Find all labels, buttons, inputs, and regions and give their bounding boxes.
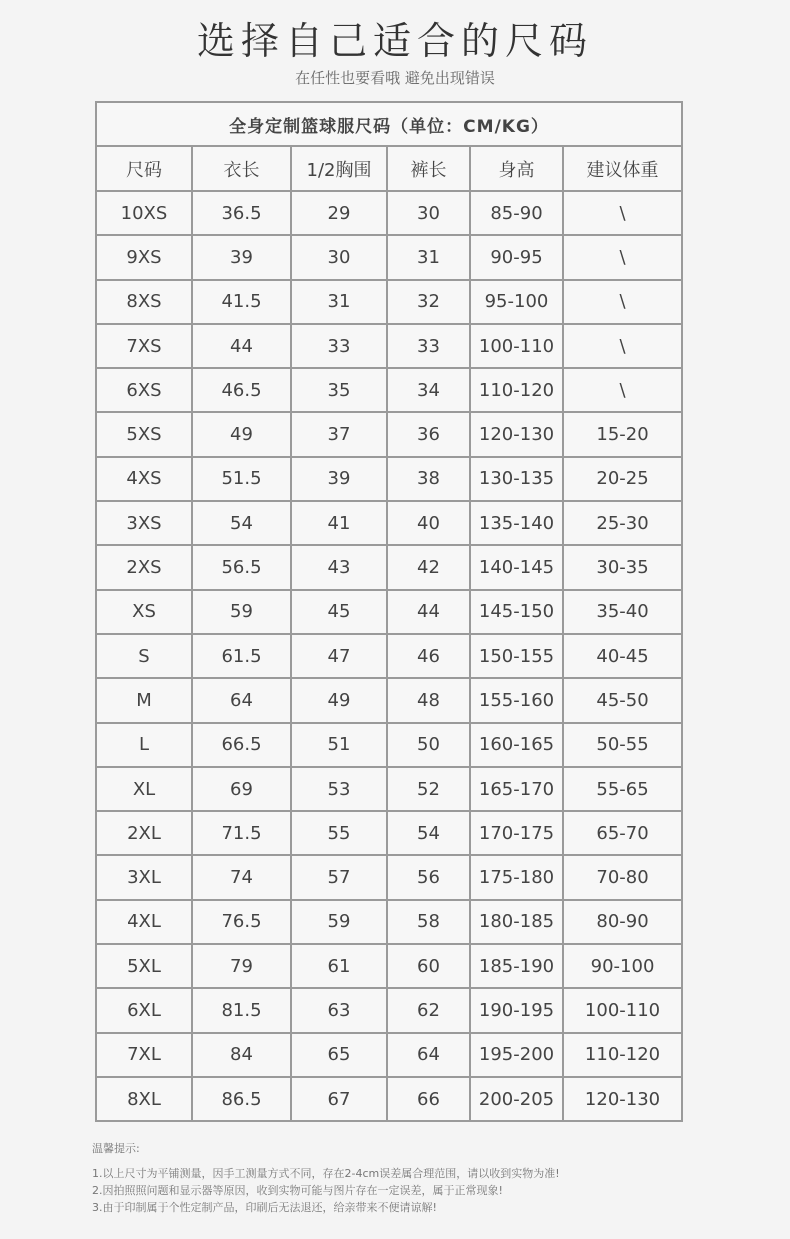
cell-height: 180-185	[470, 900, 563, 944]
cell-height: 165-170	[470, 767, 563, 811]
cell-length: 41.5	[192, 280, 291, 324]
table-row	[96, 811, 682, 855]
cell-pants-length: 34	[387, 368, 470, 412]
cell-length: 61.5	[192, 634, 291, 678]
table-row	[96, 457, 682, 501]
cell-half-chest: 29	[291, 191, 387, 235]
page-subtitle: 在任性也要看哦 避免出现错误	[295, 69, 495, 87]
cell-size: 4XS	[96, 457, 192, 501]
cell-pants-length: 52	[387, 767, 470, 811]
table-row	[96, 988, 682, 1032]
cell-pants-length: 36	[387, 412, 470, 456]
cell-height: 130-135	[470, 457, 563, 501]
cell-length: 84	[192, 1033, 291, 1077]
cell-weight: 90-100	[563, 944, 682, 988]
cell-size: 4XL	[96, 900, 192, 944]
cell-half-chest: 31	[291, 280, 387, 324]
cell-pants-length: 40	[387, 501, 470, 545]
cell-pants-length: 33	[387, 324, 470, 368]
cell-size: 3XS	[96, 501, 192, 545]
cell-pants-length: 48	[387, 678, 470, 722]
cell-half-chest: 57	[291, 855, 387, 899]
cell-height: 170-175	[470, 811, 563, 855]
table-row	[96, 412, 682, 456]
table-row	[96, 855, 682, 899]
cell-pants-length: 30	[387, 191, 470, 235]
cell-half-chest: 45	[291, 590, 387, 634]
cell-weight: 40-45	[563, 634, 682, 678]
cell-half-chest: 39	[291, 457, 387, 501]
cell-pants-length: 38	[387, 457, 470, 501]
cell-length: 36.5	[192, 191, 291, 235]
cell-weight: \	[563, 280, 682, 324]
cell-size: 8XL	[96, 1077, 192, 1121]
cell-pants-length: 50	[387, 723, 470, 767]
cell-weight: 30-35	[563, 545, 682, 589]
cell-length: 71.5	[192, 811, 291, 855]
cell-half-chest: 63	[291, 988, 387, 1032]
cell-length: 79	[192, 944, 291, 988]
cell-half-chest: 65	[291, 1033, 387, 1077]
note-line: 3.由于印制属于个性定制产品，印刷后无法退还，给亲带来不便请谅解!	[92, 1201, 437, 1214]
cell-pants-length: 32	[387, 280, 470, 324]
table-row	[96, 368, 682, 412]
column-header-height: 身高	[470, 146, 563, 191]
cell-weight: 65-70	[563, 811, 682, 855]
cell-half-chest: 30	[291, 235, 387, 279]
cell-half-chest: 51	[291, 723, 387, 767]
cell-height: 185-190	[470, 944, 563, 988]
cell-size: 5XS	[96, 412, 192, 456]
cell-weight: \	[563, 191, 682, 235]
cell-size: 7XL	[96, 1033, 192, 1077]
cell-weight: 120-130	[563, 1077, 682, 1121]
cell-half-chest: 47	[291, 634, 387, 678]
cell-pants-length: 60	[387, 944, 470, 988]
table-row	[96, 678, 682, 722]
table-row	[96, 235, 682, 279]
column-header-pants-length: 裤长	[387, 146, 470, 191]
cell-size: 5XL	[96, 944, 192, 988]
cell-pants-length: 62	[387, 988, 470, 1032]
cell-size: XS	[96, 590, 192, 634]
table-row	[96, 723, 682, 767]
cell-height: 140-145	[470, 545, 563, 589]
column-header-weight: 建议体重	[563, 146, 682, 191]
cell-height: 200-205	[470, 1077, 563, 1121]
cell-pants-length: 56	[387, 855, 470, 899]
cell-height: 100-110	[470, 324, 563, 368]
cell-height: 90-95	[470, 235, 563, 279]
cell-weight: 110-120	[563, 1033, 682, 1077]
size-chart-table	[95, 101, 683, 1122]
cell-half-chest: 35	[291, 368, 387, 412]
cell-weight: 70-80	[563, 855, 682, 899]
cell-weight: \	[563, 324, 682, 368]
cell-half-chest: 41	[291, 501, 387, 545]
cell-height: 95-100	[470, 280, 563, 324]
table-row	[96, 501, 682, 545]
cell-size: 9XS	[96, 235, 192, 279]
cell-length: 86.5	[192, 1077, 291, 1121]
table-row	[96, 545, 682, 589]
cell-pants-length: 44	[387, 590, 470, 634]
cell-length: 81.5	[192, 988, 291, 1032]
cell-pants-length: 64	[387, 1033, 470, 1077]
cell-size: S	[96, 634, 192, 678]
cell-half-chest: 37	[291, 412, 387, 456]
column-header-half-chest: 1/2胸围	[291, 146, 387, 191]
cell-size: 6XL	[96, 988, 192, 1032]
cell-pants-length: 46	[387, 634, 470, 678]
cell-size: L	[96, 723, 192, 767]
cell-half-chest: 61	[291, 944, 387, 988]
cell-height: 135-140	[470, 501, 563, 545]
column-header-length: 衣长	[192, 146, 291, 191]
cell-length: 56.5	[192, 545, 291, 589]
cell-weight: \	[563, 235, 682, 279]
cell-size: 3XL	[96, 855, 192, 899]
cell-half-chest: 67	[291, 1077, 387, 1121]
cell-weight: 20-25	[563, 457, 682, 501]
cell-height: 155-160	[470, 678, 563, 722]
table-row	[96, 944, 682, 988]
cell-size: 6XS	[96, 368, 192, 412]
cell-pants-length: 42	[387, 545, 470, 589]
cell-half-chest: 43	[291, 545, 387, 589]
cell-size: M	[96, 678, 192, 722]
cell-length: 44	[192, 324, 291, 368]
cell-pants-length: 31	[387, 235, 470, 279]
cell-height: 120-130	[470, 412, 563, 456]
table-row	[96, 191, 682, 235]
cell-height: 175-180	[470, 855, 563, 899]
cell-half-chest: 53	[291, 767, 387, 811]
note-line: 2.因拍照照问题和显示器等原因，收到实物可能与图片存在一定误差，属于正常现象!	[92, 1184, 503, 1197]
table-row	[96, 767, 682, 811]
cell-length: 74	[192, 855, 291, 899]
cell-size: 2XL	[96, 811, 192, 855]
cell-weight: \	[563, 368, 682, 412]
page-title: 选择自己适合的尺码	[196, 19, 593, 63]
cell-weight: 35-40	[563, 590, 682, 634]
cell-height: 195-200	[470, 1033, 563, 1077]
table-row	[96, 324, 682, 368]
cell-length: 69	[192, 767, 291, 811]
cell-length: 59	[192, 590, 291, 634]
cell-half-chest: 55	[291, 811, 387, 855]
cell-length: 76.5	[192, 900, 291, 944]
table-caption: 全身定制篮球服尺码（单位：CM/KG）	[96, 102, 682, 146]
table-row	[96, 280, 682, 324]
cell-weight: 100-110	[563, 988, 682, 1032]
cell-pants-length: 58	[387, 900, 470, 944]
cell-size: 10XS	[96, 191, 192, 235]
cell-height: 110-120	[470, 368, 563, 412]
cell-pants-length: 66	[387, 1077, 470, 1121]
table-row	[96, 1077, 682, 1121]
column-header-size: 尺码	[96, 146, 192, 191]
cell-height: 145-150	[470, 590, 563, 634]
cell-size: 2XS	[96, 545, 192, 589]
table-row	[96, 590, 682, 634]
cell-length: 64	[192, 678, 291, 722]
table-row	[96, 900, 682, 944]
cell-size: 8XS	[96, 280, 192, 324]
cell-weight: 55-65	[563, 767, 682, 811]
cell-half-chest: 49	[291, 678, 387, 722]
cell-length: 54	[192, 501, 291, 545]
cell-weight: 25-30	[563, 501, 682, 545]
cell-length: 46.5	[192, 368, 291, 412]
table-row	[96, 634, 682, 678]
table-row	[96, 1033, 682, 1077]
notes-section	[92, 1140, 732, 1216]
cell-length: 39	[192, 235, 291, 279]
cell-weight: 45-50	[563, 678, 682, 722]
cell-weight: 80-90	[563, 900, 682, 944]
cell-size: XL	[96, 767, 192, 811]
cell-size: 7XS	[96, 324, 192, 368]
cell-half-chest: 59	[291, 900, 387, 944]
cell-height: 85-90	[470, 191, 563, 235]
table-header-row	[96, 146, 682, 191]
cell-height: 150-155	[470, 634, 563, 678]
cell-length: 49	[192, 412, 291, 456]
note-line: 1.以上尺寸为平铺测量，因手工测量方式不同，存在2-4cm误差属合理范围，请以收到实物为准!	[92, 1167, 560, 1180]
cell-length: 66.5	[192, 723, 291, 767]
notes-title: 温馨提示:	[92, 1142, 140, 1155]
cell-weight: 50-55	[563, 723, 682, 767]
cell-height: 190-195	[470, 988, 563, 1032]
table-body	[96, 191, 682, 1121]
cell-half-chest: 33	[291, 324, 387, 368]
cell-weight: 15-20	[563, 412, 682, 456]
cell-length: 51.5	[192, 457, 291, 501]
cell-pants-length: 54	[387, 811, 470, 855]
cell-height: 160-165	[470, 723, 563, 767]
